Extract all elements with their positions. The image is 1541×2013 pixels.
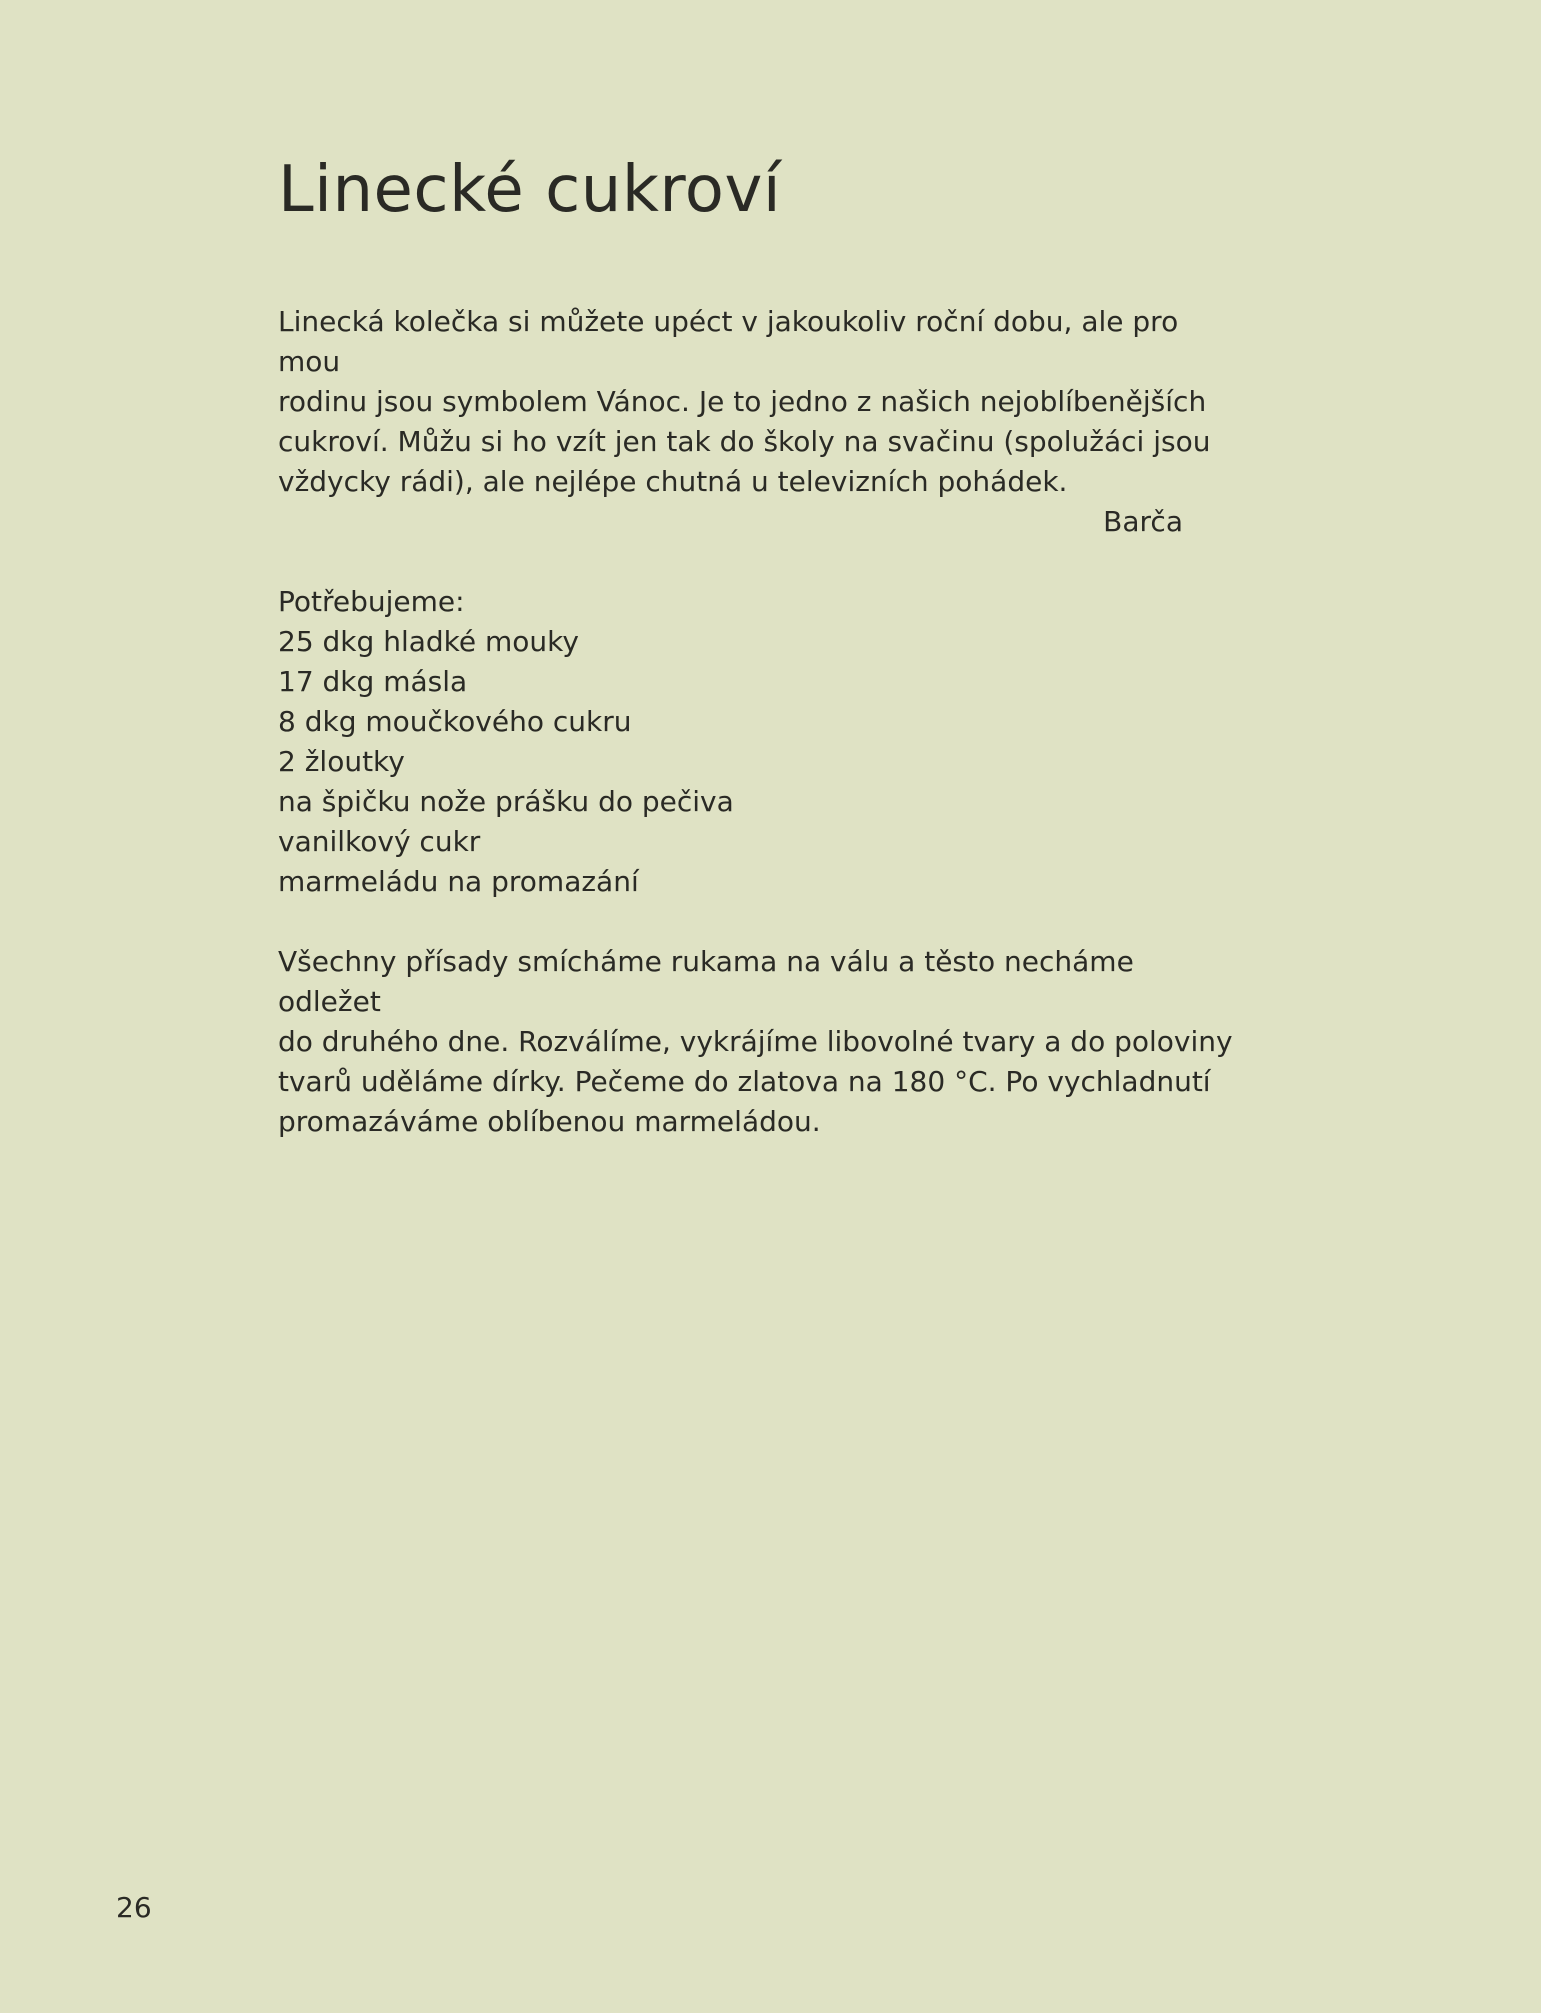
intro-line: vždycky rádi), ale nejlépe chutná u televizních pohádek.: [278, 465, 1068, 498]
ingredient-item: 2 žloutky: [278, 745, 405, 778]
recipe-intro: [278, 302, 1238, 502]
page-title: Linecké cukroví: [278, 153, 782, 227]
ingredient-item: 25 dkg hladké mouky: [278, 625, 579, 658]
instruction-line: do druhého dne. Rozválíme, vykrájíme libovolné tvary a do poloviny: [278, 1025, 1233, 1058]
instruction-line: tvarů uděláme dírky. Pečeme do zlatova na 180 °C. Po vychladnutí: [278, 1065, 1211, 1098]
instruction-line: promazáváme oblíbenou marmeládou.: [278, 1105, 821, 1138]
ingredient-item: 17 dkg másla: [278, 665, 468, 698]
author-signature: Barča: [1103, 505, 1183, 538]
ingredient-item: vanilkový cukr: [278, 825, 481, 858]
instructions-paragraph: [278, 942, 1238, 1142]
page-number: 26: [116, 1891, 152, 1924]
recipe-content: [278, 302, 1238, 1142]
ingredients-section: [278, 582, 1238, 902]
intro-line: Linecká kolečka si můžete upéct v jakoukoliv roční dobu, ale pro mou: [278, 305, 1179, 378]
intro-line: cukroví. Můžu si ho vzít jen tak do školy na svačinu (spolužáci jsou: [278, 425, 1211, 458]
instruction-line: Všechny přísady smícháme rukama na válu a těsto necháme odležet: [278, 945, 1134, 1018]
intro-line: rodinu jsou symbolem Vánoc. Je to jedno z našich nejoblíbenějších: [278, 385, 1207, 418]
ingredients-heading: Potřebujeme:: [278, 585, 465, 618]
ingredient-item: marmeládu na promazání: [278, 865, 639, 898]
ingredient-item: 8 dkg moučkového cukru: [278, 705, 632, 738]
ingredient-list: [278, 622, 1238, 902]
ingredient-item: na špičku nože prášku do pečiva: [278, 785, 734, 818]
